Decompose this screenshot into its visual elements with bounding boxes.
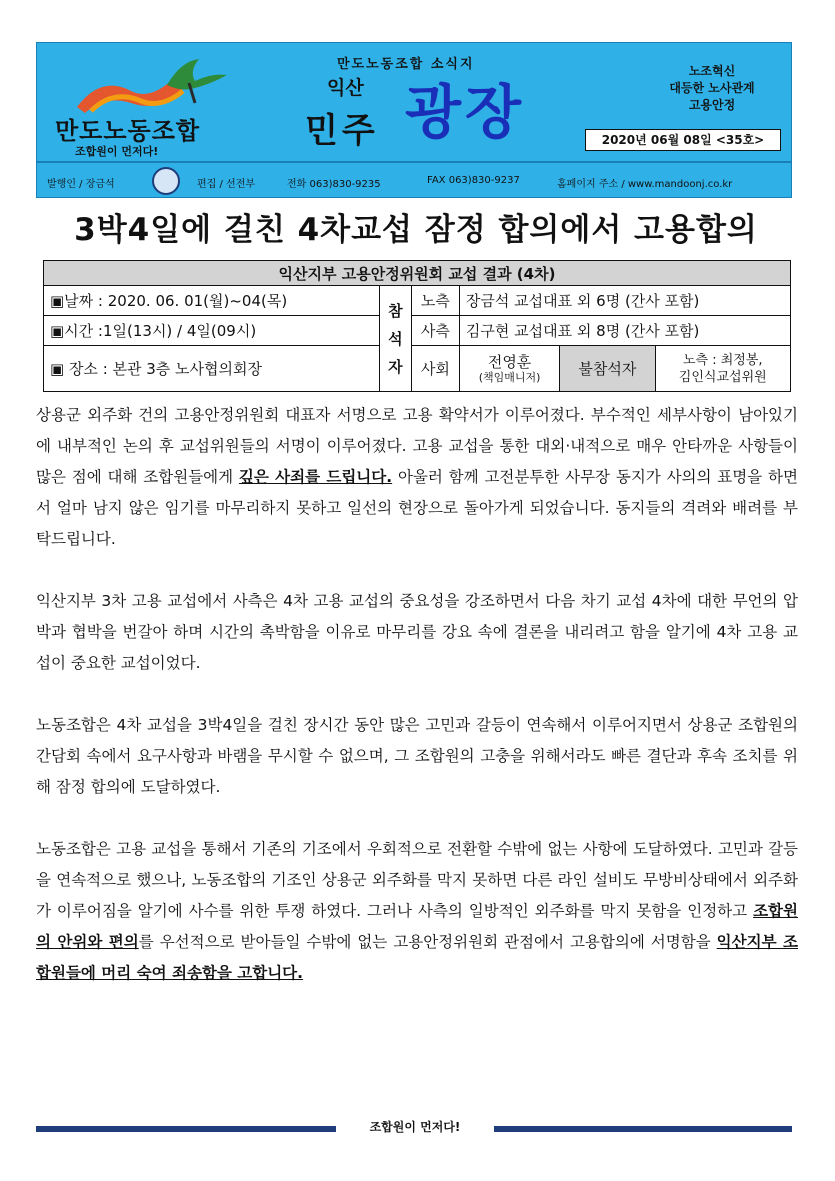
- emphasis-apology: 깊은 사죄를 드립니다.: [238, 468, 393, 486]
- seal-icon: [152, 167, 180, 195]
- absent-label: 불참석자: [560, 346, 655, 392]
- newsletter-title-right: 광장: [405, 78, 526, 146]
- publisher: 발행인 / 장금석: [47, 179, 115, 190]
- union-label: 노측: [411, 286, 459, 316]
- text-run: 아울러 함께 고전분투한 사무장 동지가 사의의 표명을 하면서 얼마 남지 않은 임기를 마무리하지 못하고 일선의 현장으로 돌아가게 되었습니다. 동지들의 격려와 배려를 부탁드립니다.: [36, 468, 798, 548]
- paragraph: [36, 834, 798, 989]
- editor: 편집 / 선전부: [197, 179, 256, 190]
- attendees-label: [379, 286, 411, 392]
- moderator-role: (책임매니저): [478, 370, 541, 384]
- company-attendees: 김구현 교섭대표 외 8명 (간사 포함): [459, 316, 790, 346]
- masthead: [36, 42, 792, 162]
- motto-item: 대등한 노사관계: [669, 81, 755, 95]
- issue-date: 2020년 06월 08일 <35호>: [585, 129, 781, 151]
- footer-rule-left: [36, 1126, 336, 1132]
- newsletter-title-left: 민주: [305, 111, 379, 151]
- emphasis-closing-apology: 익산지부 조합원들에 머리 숙여 죄송함을 고합니다.: [36, 933, 798, 982]
- mottos: [642, 63, 782, 114]
- meeting-time: ▣시간 :1일(13시) / 4일(09시): [44, 316, 380, 346]
- phone: 전화 063)830-9235: [287, 179, 381, 190]
- attendees-label-char: 참: [388, 301, 403, 320]
- company-label: 사측: [411, 316, 459, 346]
- attendees-label-char: 석: [388, 329, 403, 348]
- headline: 3박4일에 걸친 4차교섭 잠정 합의에서 고용합의: [74, 212, 758, 248]
- text-run: 노동조합은 고용 교섭을 통해서 기존의 기조에서 우회적으로 전환할 수밖에 없는 사항에 도달하였다. 고민과 갈등을 연속적으로 했으나, 노동조합의 기조인 상용군 외주화를 막지 못하면 다른 라인 설비도 무방비상태에서 외주화가 이루어짐을 알기에 사수를 위한 투쟁 하였다. 그러나 사측의 일방적인 외주화를 막지 못함을 인정하고: [36, 840, 798, 920]
- absent-members: [655, 346, 791, 392]
- homepage: 홈페이지 주소 / www.mandoonj.co.kr: [557, 179, 733, 190]
- fax: FAX 063)830-9237: [427, 175, 520, 186]
- absent-line: 노측 : 최정봉,: [682, 352, 763, 368]
- motto-item: 노조혁신: [688, 64, 736, 78]
- table-caption: 익산지부 고용안정위원회 교섭 결과 (4차): [44, 261, 791, 286]
- motto-item: 고용안정: [688, 98, 736, 112]
- paragraph: 노동조합은 4차 교섭을 3박4일을 걸친 장시간 동안 많은 고민과 갈등이 연속해서 이루어지면서 상용군 조합원의 간담회 속에서 요구사항과 바램을 무시할 수 없으며, 그 조합원의 고충을 위해서라도 빠른 결단과 후속 조치를 위해 잠정 합의에 도달하였다.: [36, 716, 798, 796]
- paragraph: [36, 400, 798, 555]
- article-body: [36, 400, 798, 989]
- moderator-label: 사회: [411, 346, 459, 392]
- newsletter-affiliation: 만도노동조합 소식지: [337, 57, 475, 72]
- newsletter-place: 익산: [327, 77, 364, 99]
- logo-name: 만도노동조합: [55, 117, 201, 145]
- attendees-label-char: 자: [388, 357, 403, 376]
- meeting-date: ▣날짜 : 2020. 06. 01(월)~04(목): [44, 286, 380, 316]
- moderator-name: 전영훈: [487, 352, 532, 371]
- emphasis-members-safety: 조합원의 안위와 편의: [36, 902, 798, 951]
- publication-info-bar: [36, 162, 792, 198]
- footer-rule-right: [494, 1126, 792, 1132]
- meeting-info-table: [43, 260, 791, 392]
- text-run: 상용군 외주화 건의 고용안정위원회 대표자 서명으로 고용 확약서가 이루어졌다. 부수적인 세부사항이 남아있기에 내부적인 논의 후 교섭위원들의 서명이 이루어졌다. 고용 교섭을 통한 대외·내적으로 매우 안타까운 사항들이 많은 점에 대해 조합원들에게: [36, 406, 798, 486]
- moderator: [459, 346, 559, 392]
- logo-slogan: 조합원이 먼저다!: [75, 145, 159, 158]
- text-run: 를 우선적으로 받아들일 수밖에 없는 고용안정위원회 관점에서 고용합의에 서명함을: [138, 933, 717, 951]
- union-attendees: 장금석 교섭대표 외 6명 (간사 포함): [459, 286, 790, 316]
- footer-slogan: 조합원이 먼저다!: [369, 1120, 461, 1134]
- union-logo: [45, 53, 245, 158]
- meeting-venue: ▣ 장소 : 본관 3층 노사협의회장: [44, 346, 380, 392]
- paragraph: 익산지부 3차 고용 교섭에서 사측은 4차 고용 교섭의 중요성을 강조하면서 다음 차기 교섭 4차에 대한 무언의 압박과 협박을 번갈아 하며 시간의 촉박함을 이유로 마무리를 강요 속에 결론을 내리려고 함을 알기에 4차 고용 교섭이 중요한 교섭이었다.: [36, 592, 798, 672]
- bird-mountain-icon: [71, 55, 231, 115]
- absent-line: 김인식교섭위원: [678, 369, 767, 385]
